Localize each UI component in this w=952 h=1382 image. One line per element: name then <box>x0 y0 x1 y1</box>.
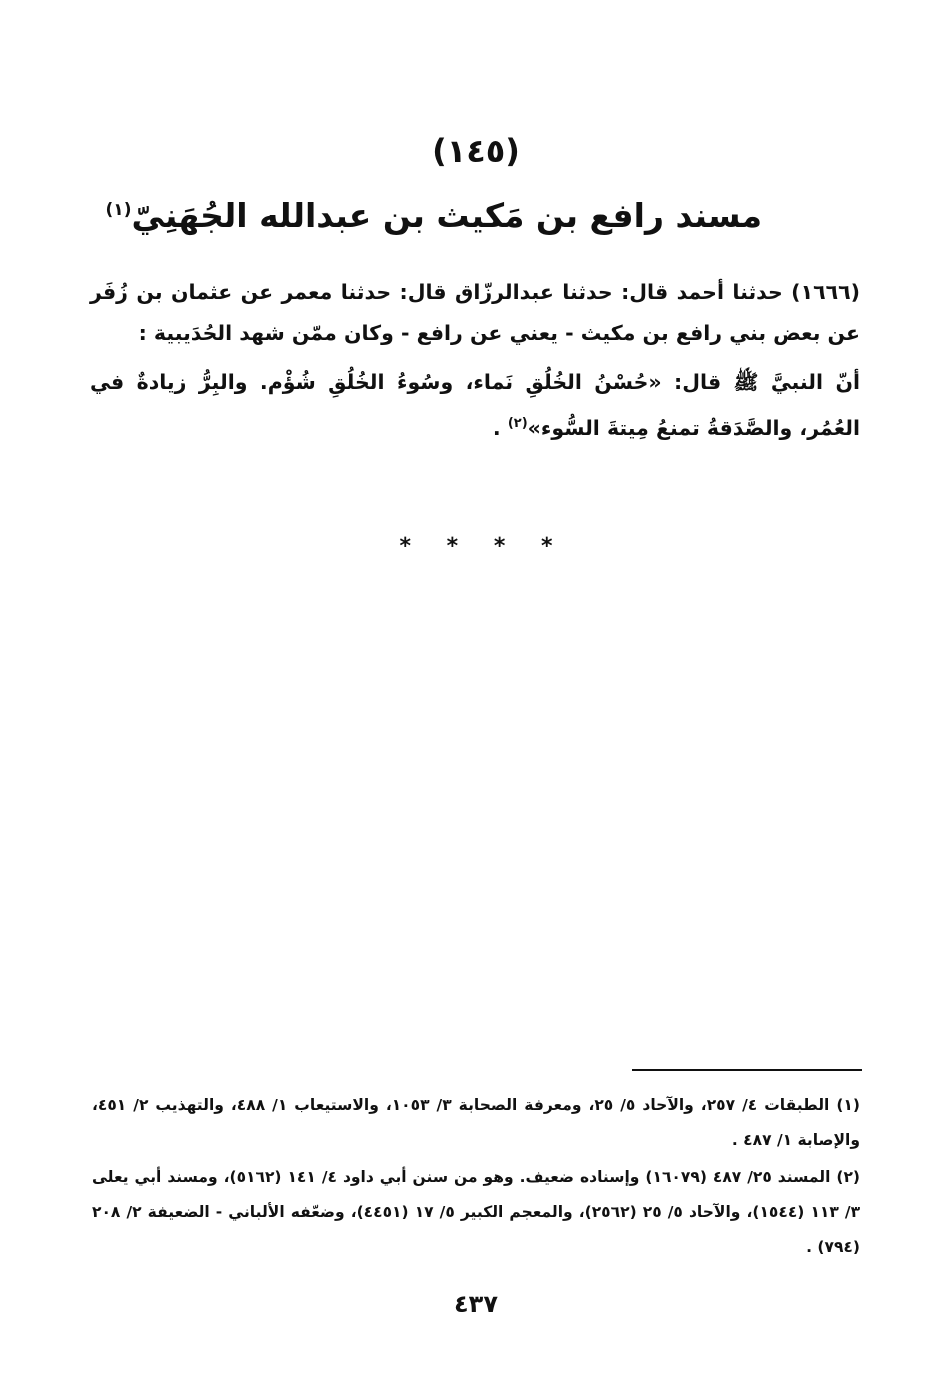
hadith-matn-line <box>90 362 860 449</box>
page-number: ٤٣٧ <box>454 1290 498 1318</box>
hadith-matn: أنّ النبيَّ ﷺ قال: «حُسْنُ الخُلُقِ نَماء، وسُوءُ الخُلُقِ شُؤْم. والبِرُّ زيادةٌ في العُمُر، والصَّدَقةُ تمنعُ مِيتةَ السُّوء» <box>90 370 860 440</box>
musnad-title-text: مسند رافع بن مَكيث بن عبدالله الجُهَنِيّ <box>131 196 762 235</box>
footnotes <box>92 1088 860 1265</box>
footnote-divider <box>632 1069 862 1071</box>
section-separator: * * * * <box>399 534 553 559</box>
hadith-footnote-ref: (٢) <box>507 416 528 431</box>
hadith-text <box>90 272 860 449</box>
footnote-1: (١) الطبقات ٤/ ٢٥٧، والآحاد ٥/ ٢٥، ومعرفة الصحابة ٣/ ١٠٥٣، والاستيعاب ١/ ٤٨٨، والتهذيب ٢/ ٤٥١، والإصابة ١/ ٤٨٧ . <box>92 1096 860 1149</box>
musnad-title <box>105 196 762 235</box>
hadith-isnad: (١٦٦٦) حدثنا أحمد قال: حدثنا عبدالرزّاق قال: حدثنا معمر عن عثمان بن زُفَر عن بعض بني رافع بن مكيث - يعني عن رافع - وكان ممّن شهد الحُدَيبية : <box>90 280 860 345</box>
footnote-2: (٢) المسند ٢٥/ ٤٨٧ (١٦٠٧٩) وإسناده ضعيف. وهو من سنن أبي داود ٤/ ١٤١ (٥١٦٢)، ومسند أبي يعلى ٣/ ١١٣ (١٥٤٤)، والآحاد ٥/ ٢٥ (٢٥٦٢)، والمعجم الكبير ٥/ ١٧ (٤٤٥١)، وضعّفه الألباني - الضعيفة ٢/ ٢٠٨ (٧٩٤) . <box>92 1168 861 1256</box>
section-number: (١٤٥) <box>432 132 520 170</box>
hadith-end-mark: . <box>492 415 508 440</box>
title-footnote-ref: (١) <box>105 200 132 220</box>
